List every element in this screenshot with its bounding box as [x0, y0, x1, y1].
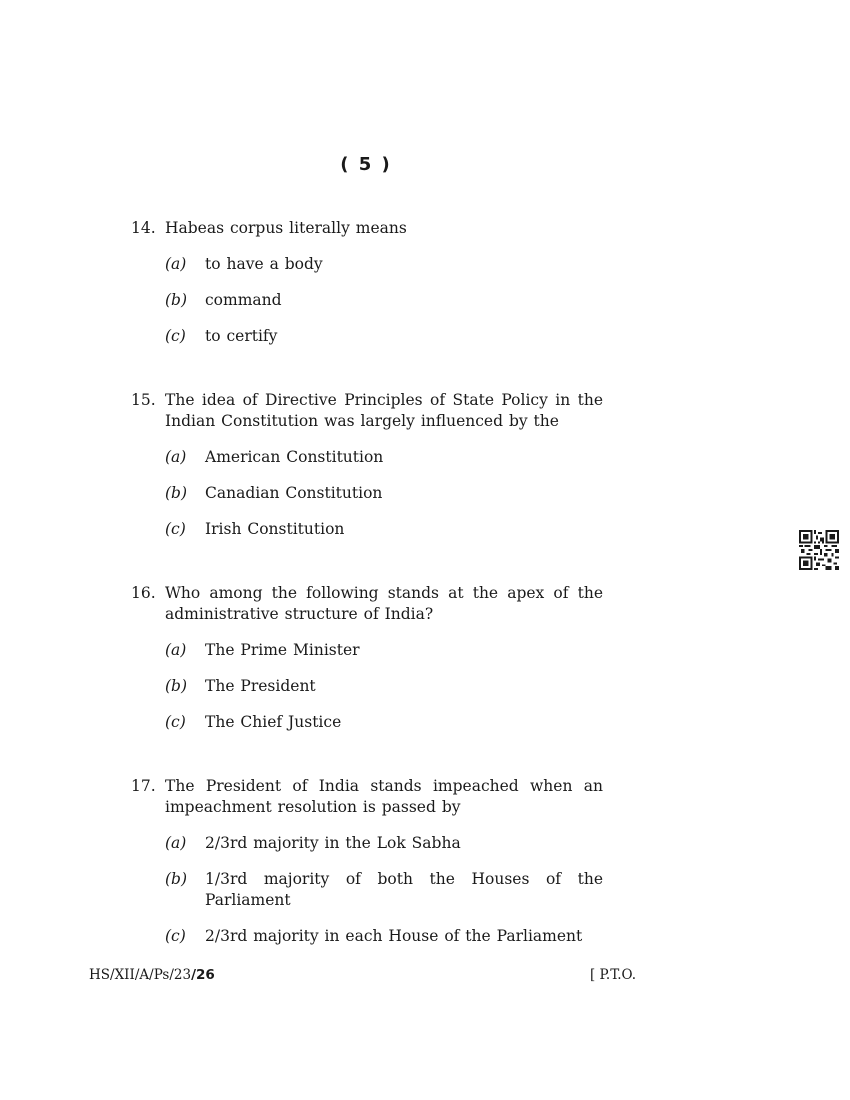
option-label: (a): [165, 834, 187, 852]
option-b: [165, 290, 603, 311]
option-label: (c): [165, 713, 186, 731]
option-text: The Chief Justice: [205, 713, 342, 731]
option-text: Canadian Constitution: [205, 484, 383, 502]
option-list: [131, 447, 603, 540]
question-number: 16.: [131, 584, 156, 602]
option-label: (b): [165, 291, 188, 309]
option-label: (b): [165, 484, 188, 502]
question-text: Who among the following stands at the apex of the administrative structure of India?: [165, 584, 603, 623]
option-a: [165, 833, 603, 854]
paper-code: [89, 967, 215, 983]
paper-code-suffix: /26: [191, 967, 215, 983]
option-c: [165, 326, 603, 347]
option-c: [165, 519, 603, 540]
paper-code-prefix: HS/XII/A/Ps/23: [89, 967, 192, 983]
option-label: (b): [165, 870, 188, 888]
question-text: The President of India stands impeached when an impeachment resolution is passed by: [165, 777, 603, 816]
pto-label: [ P.T.O.: [590, 967, 637, 983]
option-b: [165, 483, 603, 504]
question-text: Habeas corpus literally means: [165, 219, 407, 237]
option-b: [165, 676, 603, 697]
question-number: 17.: [131, 777, 156, 795]
option-list: [131, 254, 603, 347]
option-text: command: [205, 291, 282, 309]
option-text: to certify: [205, 327, 278, 345]
option-label: (a): [165, 641, 187, 659]
option-a: [165, 640, 603, 661]
option-text: The President: [205, 677, 316, 695]
option-c: [165, 712, 603, 733]
option-text: The Prime Minister: [205, 641, 360, 659]
option-label: (a): [165, 255, 187, 273]
qr-code-icon: [799, 530, 839, 570]
option-a: [165, 447, 603, 468]
option-text: 1/3rd majority of both the Houses of the Parliament: [205, 870, 603, 909]
option-text: 2/3rd majority in each House of the Parliament: [205, 927, 583, 945]
option-label: (a): [165, 448, 187, 466]
option-b: [165, 869, 603, 911]
question-number: 15.: [131, 391, 156, 409]
option-c: [165, 926, 603, 947]
option-list: [131, 833, 603, 947]
option-label: (c): [165, 927, 186, 945]
question-number: 14.: [131, 219, 156, 237]
question-16: [131, 583, 603, 733]
option-label: (c): [165, 520, 186, 538]
page-number: ( 5 ): [340, 154, 392, 175]
question-17: [131, 776, 603, 947]
option-text: to have a body: [205, 255, 323, 273]
question-14: [131, 218, 603, 347]
question-15: [131, 390, 603, 540]
option-a: [165, 254, 603, 275]
option-text: Irish Constitution: [205, 520, 345, 538]
option-text: American Constitution: [205, 448, 384, 466]
question-text: The idea of Directive Principles of State Policy in the Indian Constitution was largely influenced by the: [165, 391, 603, 430]
option-label: (c): [165, 327, 186, 345]
option-list: [131, 640, 603, 733]
option-label: (b): [165, 677, 188, 695]
option-text: 2/3rd majority in the Lok Sabha: [205, 834, 461, 852]
